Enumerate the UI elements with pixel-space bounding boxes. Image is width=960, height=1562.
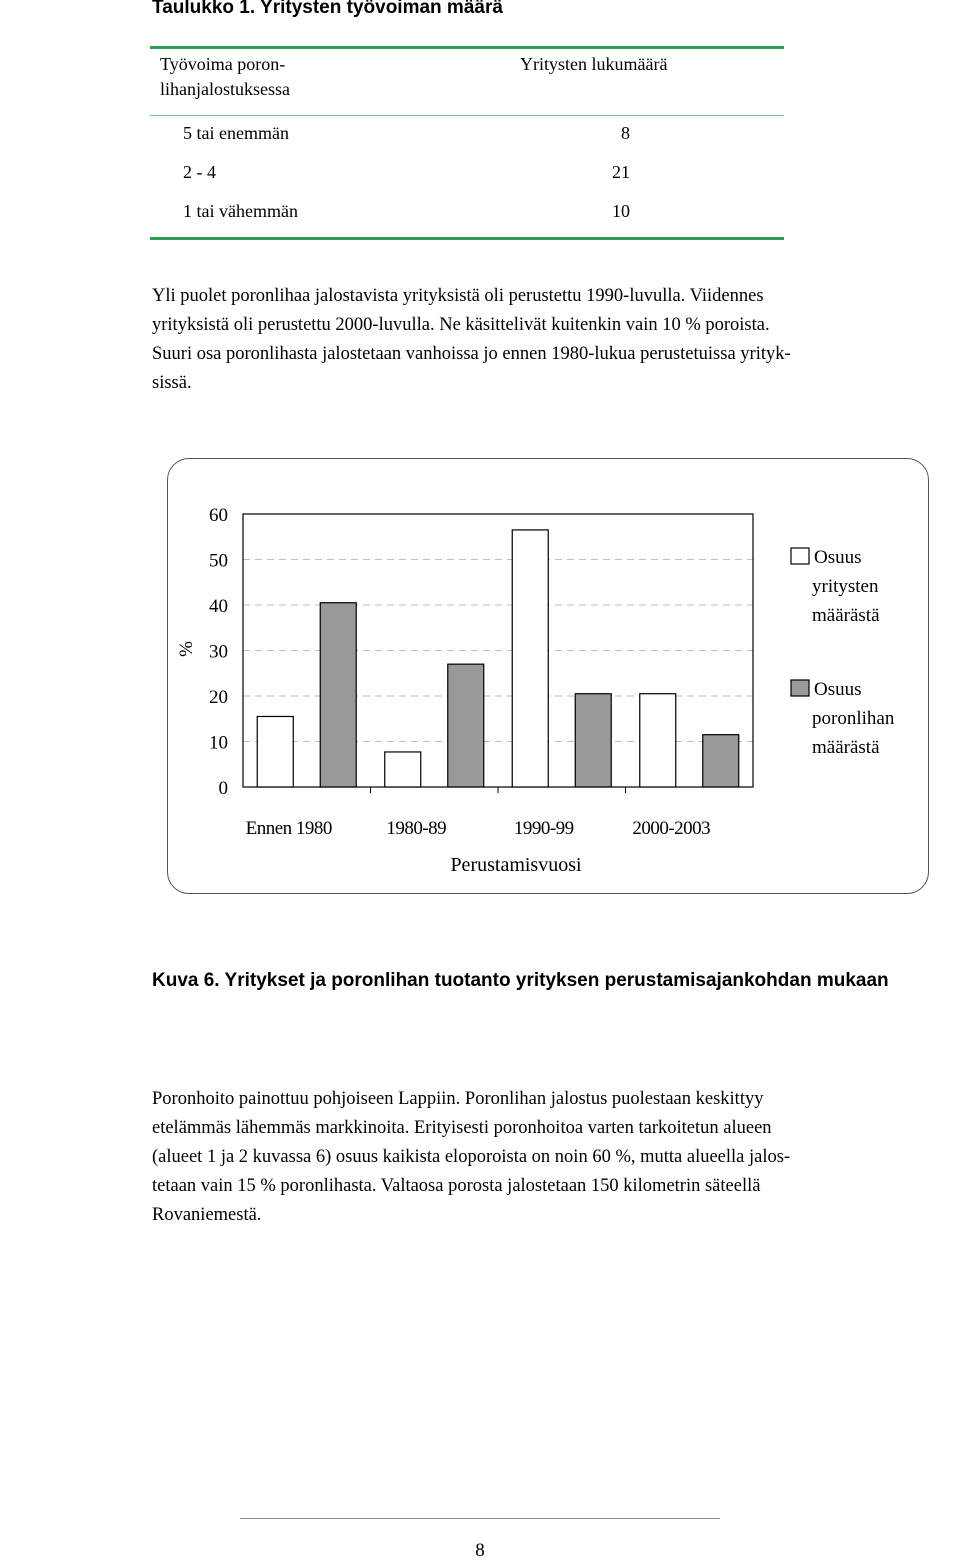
legend-label: yritysten	[812, 576, 879, 597]
table-row-value: 21	[612, 162, 630, 182]
paragraph-line: Poronhoito painottuu pohjoiseen Lappiin. Poronlihan jalostus puolestaan keskittyy	[152, 1089, 764, 1109]
table-header-workforce	[160, 52, 370, 102]
workforce-table	[150, 46, 784, 240]
table-row-value: 10	[612, 201, 630, 221]
legend-swatch	[791, 548, 809, 564]
y-tick-label: 0	[218, 778, 228, 799]
table-row-label: 2 - 4	[183, 162, 216, 182]
y-tick-label: 40	[209, 596, 228, 617]
y-tick-label: 20	[209, 687, 228, 708]
table-header-rule	[150, 115, 784, 116]
paragraph-line: Rovaniemestä.	[152, 1205, 262, 1225]
table-top-rule	[150, 46, 784, 49]
paragraph-line: etelämmäs lähemmäs markkinoita. Erityisesti poronhoitoa varten tarkoitetun alueen	[152, 1118, 772, 1138]
bar	[320, 603, 356, 787]
body-paragraph-2	[152, 1085, 956, 1230]
paragraph-line: Suuri osa poronlihasta jalostetaan vanhoissa jo ennen 1980-lukua perustetuissa yrityk-	[152, 344, 791, 364]
bar	[703, 735, 739, 787]
table-header-company-count: Yritysten lukumäärä	[520, 54, 668, 74]
table-title: Taulukko 1. Yritysten työvoiman määrä	[152, 0, 503, 18]
table-row-label: 1 tai vähemmän	[183, 201, 298, 221]
paragraph-line: yrityksistä oli perustettu 2000-luvulla. Ne käsittelivät kuitenkin vain 10 % poroista.	[152, 315, 770, 335]
chart-frame	[167, 458, 929, 894]
header-line: lihanjalostuksessa	[160, 79, 290, 99]
bar	[257, 716, 293, 787]
table-bottom-rule	[150, 237, 784, 240]
legend-label: Osuus	[814, 679, 862, 700]
x-tick-label: 1980-89	[386, 818, 447, 839]
paragraph-line: tetaan vain 15 % poronlihasta. Valtaosa porosta jalostetaan 150 kilometrin säteellä	[152, 1176, 761, 1196]
paragraph-line: (alueet 1 ja 2 kuvassa 6) osuus kaikista eloporoista on noin 60 %, mutta alueella jalos-	[152, 1147, 791, 1167]
table-row-label: 5 tai enemmän	[183, 123, 289, 143]
y-tick-label: 10	[209, 732, 228, 754]
x-tick-label: 2000-2003	[632, 818, 711, 839]
legend-swatch	[791, 680, 809, 696]
bar-chart	[168, 459, 930, 895]
paragraph-line: sissä.	[152, 373, 192, 393]
paragraph-line: Yli puolet poronlihaa jalostavista yrityksistä oli perustettu 1990-luvulla. Viidennes	[152, 286, 764, 306]
x-axis-label: Perustamisvuosi	[450, 854, 582, 876]
y-tick-label: 60	[209, 505, 228, 526]
page-number: 8	[475, 1540, 485, 1561]
body-paragraph-1	[152, 282, 956, 398]
header-line: Työvoima poron-	[160, 54, 286, 74]
bar	[448, 664, 484, 787]
legend-label: Osuus	[814, 547, 862, 568]
legend-label: poronlihan	[812, 708, 895, 729]
y-tick-label: 30	[209, 641, 228, 663]
bar	[640, 694, 676, 787]
bar	[385, 752, 421, 787]
figure-caption: Kuva 6. Yritykset ja poronlihan tuotanto yrityksen perustamisajankohdan mukaan	[152, 970, 889, 991]
legend-label: määrästä	[812, 737, 880, 758]
legend-label: määrästä	[812, 605, 880, 626]
y-tick-label: 50	[209, 550, 228, 572]
y-axis-label: %	[176, 641, 197, 657]
table-row-value: 8	[621, 123, 630, 143]
x-tick-label: Ennen 1980	[245, 818, 332, 839]
x-tick-label: 1990-99	[513, 818, 574, 839]
footer-rule	[240, 1518, 720, 1519]
bar	[512, 530, 548, 787]
bar	[575, 694, 611, 787]
